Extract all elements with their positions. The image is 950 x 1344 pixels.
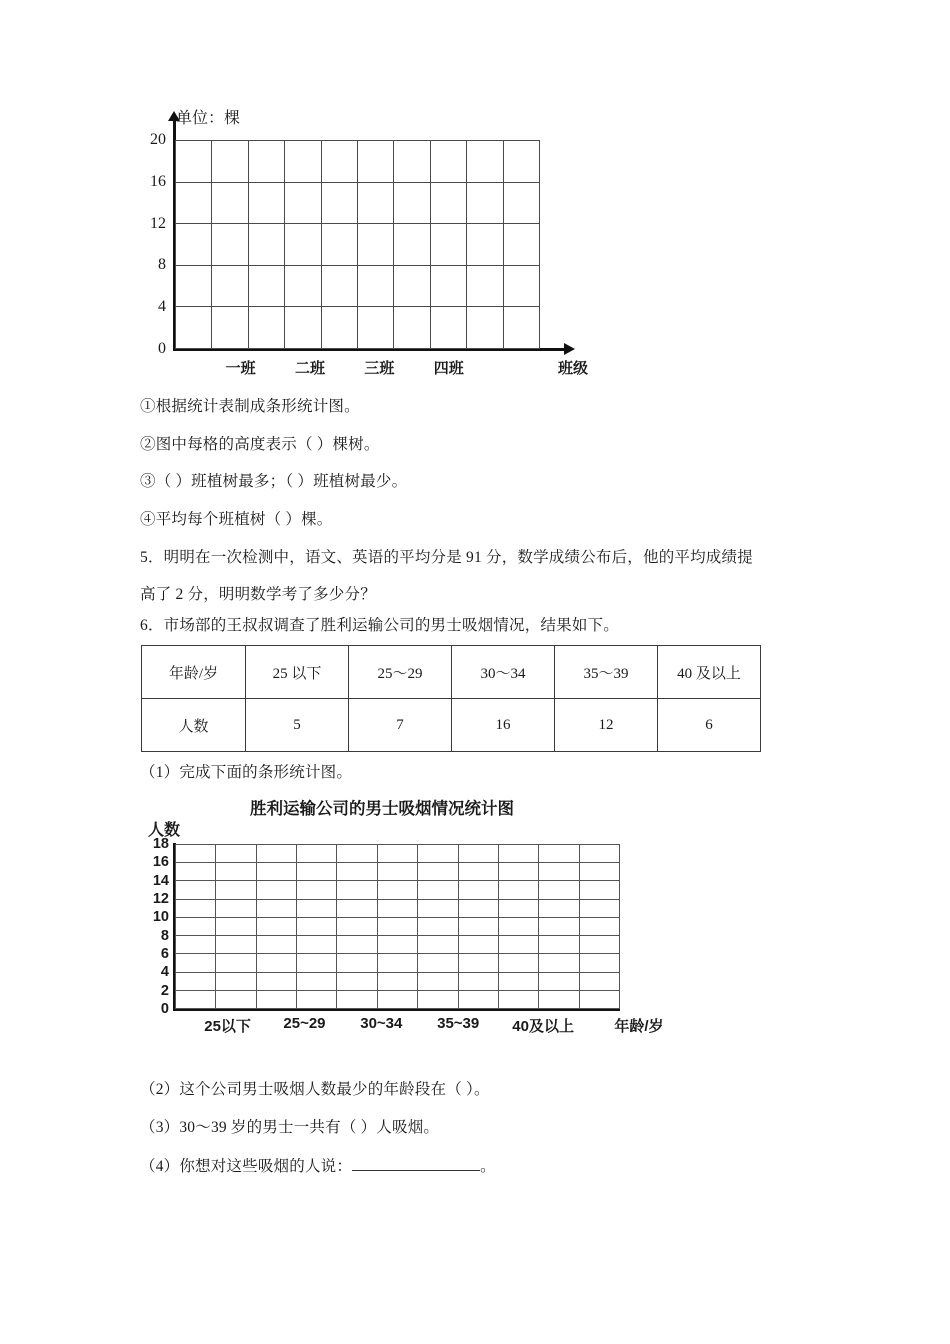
grid-cell[interactable]	[504, 307, 540, 349]
grid-cell[interactable]	[539, 900, 579, 918]
grid-cell[interactable]	[580, 973, 620, 991]
chart2-x-tick-0: 25以下	[204, 1018, 251, 1035]
table-cell-r1-c3: 12	[555, 699, 658, 752]
grid-cell[interactable]	[378, 863, 418, 881]
grid-cell[interactable]	[580, 991, 620, 1009]
chart1-y-tick-4: 4	[158, 298, 166, 316]
chart1-y-tick-16: 16	[150, 172, 166, 190]
table-cell-r1-c4: 6	[658, 699, 761, 752]
chart2-y-tick-4: 4	[160, 964, 169, 981]
grid-cell[interactable]	[216, 918, 256, 936]
q6-sub3-text: （3）30～39 岁的男士一共有（ ）人吸烟。	[140, 1119, 440, 1136]
grid-cell[interactable]	[176, 266, 212, 308]
grid-cell[interactable]	[249, 141, 285, 183]
grid-cell[interactable]	[322, 266, 358, 308]
grid-cell[interactable]	[176, 991, 216, 1009]
grid-cell[interactable]	[297, 918, 337, 936]
grid-cell[interactable]	[378, 973, 418, 991]
grid-cell[interactable]	[322, 307, 358, 349]
table-row	[142, 699, 761, 752]
chart2-y-tick-6: 6	[160, 946, 169, 962]
chart1-y-tick-12: 12	[150, 214, 166, 232]
grid-cell[interactable]	[257, 936, 297, 954]
grid-cell[interactable]	[418, 936, 458, 954]
grid-cell[interactable]	[539, 881, 579, 899]
grid-cell[interactable]	[176, 863, 216, 881]
grid-cell[interactable]	[216, 900, 256, 918]
q5-line2-text: 高了 2 分，明明数学考了多少分？	[140, 586, 376, 603]
grid-cell[interactable]	[504, 183, 540, 225]
grid-cell[interactable]	[580, 936, 620, 954]
bar-chart-smoking-survey	[140, 795, 664, 1065]
grid-cell[interactable]	[257, 863, 297, 881]
grid-cell[interactable]	[418, 845, 458, 863]
chart1-x-axis-title: 班级	[557, 361, 589, 377]
grid-cell[interactable]	[504, 141, 540, 183]
chart2-y-tick-14: 14	[152, 872, 169, 889]
grid-cell[interactable]	[378, 991, 418, 1009]
grid-cell[interactable]	[249, 307, 285, 349]
table-row	[142, 646, 761, 699]
grid-cell[interactable]	[499, 918, 539, 936]
chart1-x-tick-1: 二班	[295, 361, 326, 377]
grid-cell[interactable]	[337, 954, 377, 972]
q6-sub4-suffix: 。	[480, 1158, 496, 1175]
grid-cell[interactable]	[431, 307, 467, 349]
grid-cell[interactable]	[212, 266, 248, 308]
grid-cell[interactable]	[499, 845, 539, 863]
chart1-plot-grid[interactable]	[175, 140, 540, 349]
chart2-title: 胜利运输公司的男士吸烟情况统计图	[250, 800, 514, 818]
grid-cell[interactable]	[257, 973, 297, 991]
grid-cell[interactable]	[504, 266, 540, 308]
chart1-x-tick-3: 四班	[433, 361, 464, 377]
grid-cell[interactable]	[418, 954, 458, 972]
grid-cell[interactable]	[467, 183, 503, 225]
grid-cell[interactable]	[459, 936, 499, 954]
grid-cell[interactable]	[322, 224, 358, 266]
grid-cell[interactable]	[418, 918, 458, 936]
grid-cell[interactable]	[418, 973, 458, 991]
grid-cell[interactable]	[216, 881, 256, 899]
grid-cell[interactable]	[257, 881, 297, 899]
grid-cell[interactable]	[499, 881, 539, 899]
grid-cell[interactable]	[539, 954, 579, 972]
grid-cell[interactable]	[378, 881, 418, 899]
grid-cell[interactable]	[459, 881, 499, 899]
grid-cell[interactable]	[499, 973, 539, 991]
grid-cell[interactable]	[257, 991, 297, 1009]
grid-cell[interactable]	[297, 991, 337, 1009]
chart2-x-tick-3: 35~39	[437, 1015, 480, 1032]
grid-cell[interactable]	[216, 973, 256, 991]
grid-cell[interactable]	[297, 936, 337, 954]
chart1-y-tick-8: 8	[158, 256, 166, 274]
grid-cell[interactable]	[176, 936, 216, 954]
grid-cell[interactable]	[467, 141, 503, 183]
grid-cell[interactable]	[499, 936, 539, 954]
grid-cell[interactable]	[580, 954, 620, 972]
grid-cell[interactable]	[459, 863, 499, 881]
table-cell-r0-c0: 25 以下	[246, 646, 349, 699]
grid-cell[interactable]	[499, 991, 539, 1009]
table-cell-r0-c1: 25～29	[349, 646, 452, 699]
grid-cell[interactable]	[378, 900, 418, 918]
grid-cell[interactable]	[297, 973, 337, 991]
grid-cell[interactable]	[499, 954, 539, 972]
q4-sub2-text: ②图中每格的高度表示（ ）棵树。	[140, 436, 380, 453]
grid-cell[interactable]	[337, 991, 377, 1009]
grid-cell[interactable]	[285, 224, 321, 266]
grid-cell[interactable]	[358, 141, 394, 183]
q4-sub3-text: ③（ ）班植树最多；（ ）班植树最少。	[140, 473, 408, 490]
table-row-header: 年龄/岁	[142, 646, 246, 699]
grid-cell[interactable]	[212, 183, 248, 225]
grid-cell[interactable]	[504, 224, 540, 266]
grid-cell[interactable]	[176, 881, 216, 899]
grid-cell[interactable]	[176, 845, 216, 863]
grid-cell[interactable]	[378, 936, 418, 954]
chart2-y-tick-16: 16	[152, 854, 169, 871]
grid-cell[interactable]	[249, 266, 285, 308]
grid-cell[interactable]	[358, 224, 394, 266]
grid-cell[interactable]	[322, 141, 358, 183]
grid-cell[interactable]	[467, 224, 503, 266]
grid-cell[interactable]	[257, 845, 297, 863]
grid-cell[interactable]	[285, 307, 321, 349]
grid-cell[interactable]	[580, 900, 620, 918]
grid-cell[interactable]	[337, 973, 377, 991]
grid-cell[interactable]	[539, 845, 579, 863]
chart2-y-tick-12: 12	[152, 891, 169, 907]
grid-cell[interactable]	[431, 141, 467, 183]
q6-sub2-text: （2）这个公司男士吸烟人数最少的年龄段在（ ）。	[140, 1081, 490, 1098]
grid-cell[interactable]	[358, 307, 394, 349]
chart2-x-tick-1: 25~29	[283, 1015, 326, 1032]
grid-cell[interactable]	[297, 900, 337, 918]
grid-cell[interactable]	[176, 307, 212, 349]
grid-cell[interactable]	[216, 954, 256, 972]
chart2-y-tick-8: 8	[160, 927, 169, 944]
grid-cell[interactable]	[297, 954, 337, 972]
grid-cell[interactable]	[418, 991, 458, 1009]
grid-cell[interactable]	[580, 845, 620, 863]
grid-cell[interactable]	[176, 141, 212, 183]
grid-cell[interactable]	[358, 266, 394, 308]
grid-cell[interactable]	[176, 918, 216, 936]
grid-cell[interactable]	[539, 991, 579, 1009]
grid-cell[interactable]	[285, 266, 321, 308]
grid-cell[interactable]	[337, 881, 377, 899]
grid-cell[interactable]	[337, 863, 377, 881]
grid-cell[interactable]	[418, 881, 458, 899]
grid-cell[interactable]	[257, 900, 297, 918]
q5-line1-text: 5．明明在一次检测中，语文、英语的平均分是 91 分，数学成绩公布后，他的平均成绩提	[140, 549, 753, 566]
q4-sub4-text: ④平均每个班植树（ ）棵。	[140, 511, 333, 528]
q4-sub1-text: ①根据统计表制成条形统计图。	[140, 398, 360, 415]
grid-cell[interactable]	[418, 900, 458, 918]
grid-cell[interactable]	[394, 307, 430, 349]
grid-cell[interactable]	[459, 973, 499, 991]
q6-sub4-answer-blank[interactable]	[352, 1157, 480, 1171]
grid-cell[interactable]	[394, 141, 430, 183]
grid-cell[interactable]	[297, 863, 337, 881]
grid-cell[interactable]	[431, 224, 467, 266]
chart1-x-tick-labels	[173, 357, 589, 381]
grid-cell[interactable]	[216, 936, 256, 954]
chart1-x-tick-0: 一班	[225, 361, 256, 377]
chart2-y-tick-0: 0	[160, 1001, 169, 1017]
grid-cell[interactable]	[337, 900, 377, 918]
smoking-survey-table	[141, 645, 761, 752]
grid-cell[interactable]	[418, 863, 458, 881]
grid-cell[interactable]	[216, 863, 256, 881]
grid-cell[interactable]	[176, 224, 212, 266]
grid-cell[interactable]	[431, 183, 467, 225]
grid-cell[interactable]	[216, 991, 256, 1009]
table-cell-r1-c2: 16	[452, 699, 555, 752]
grid-cell[interactable]	[467, 266, 503, 308]
table-cell-r1-c0: 5	[246, 699, 349, 752]
grid-cell[interactable]	[539, 918, 579, 936]
grid-cell[interactable]	[431, 266, 467, 308]
grid-cell[interactable]	[297, 881, 337, 899]
grid-cell[interactable]	[378, 845, 418, 863]
grid-cell[interactable]	[580, 918, 620, 936]
chart2-x-tick-2: 30~34	[360, 1015, 403, 1032]
grid-cell[interactable]	[378, 918, 418, 936]
grid-cell[interactable]	[459, 900, 499, 918]
grid-cell[interactable]	[499, 900, 539, 918]
grid-cell[interactable]	[285, 183, 321, 225]
chart2-plot-grid[interactable]	[175, 844, 620, 1009]
grid-cell[interactable]	[176, 973, 216, 991]
grid-cell[interactable]	[459, 991, 499, 1009]
chart1-unit-label: 单位：棵	[176, 110, 241, 127]
table-cell-r1-c1: 7	[349, 699, 452, 752]
grid-cell[interactable]	[212, 141, 248, 183]
grid-cell[interactable]	[337, 936, 377, 954]
grid-cell[interactable]	[257, 918, 297, 936]
chart1-x-axis-arrow-icon	[564, 343, 575, 355]
grid-cell[interactable]	[580, 881, 620, 899]
table-cell-r0-c2: 30～34	[452, 646, 555, 699]
q6-stem-text: 6．市场部的王叔叔调查了胜利运输公司的男士吸烟情况，结果如下。	[140, 617, 619, 634]
grid-cell[interactable]	[249, 224, 285, 266]
chart2-x-tick-4: 40及以上	[512, 1018, 574, 1035]
grid-cell[interactable]	[459, 918, 499, 936]
grid-cell[interactable]	[467, 307, 503, 349]
grid-cell[interactable]	[394, 183, 430, 225]
grid-cell[interactable]	[322, 183, 358, 225]
grid-cell[interactable]	[499, 863, 539, 881]
chart2-y-tick-2: 2	[160, 982, 169, 999]
grid-cell[interactable]	[394, 224, 430, 266]
bar-chart-tree-planting	[140, 105, 610, 380]
grid-cell[interactable]	[337, 845, 377, 863]
grid-cell[interactable]	[539, 936, 579, 954]
grid-cell[interactable]	[580, 863, 620, 881]
table-row-header: 人数	[142, 699, 246, 752]
grid-cell[interactable]	[176, 183, 212, 225]
q6-sub4-prefix: （4）你想对这些吸烟的人说：	[140, 1158, 353, 1175]
grid-cell[interactable]	[285, 141, 321, 183]
grid-cell[interactable]	[212, 224, 248, 266]
grid-cell[interactable]	[459, 954, 499, 972]
grid-cell[interactable]	[212, 307, 248, 349]
grid-cell[interactable]	[337, 918, 377, 936]
grid-cell[interactable]	[539, 973, 579, 991]
grid-cell[interactable]	[176, 900, 216, 918]
chart1-x-tick-2: 三班	[364, 361, 395, 377]
chart2-x-tick-labels	[173, 1015, 664, 1037]
grid-cell[interactable]	[176, 954, 216, 972]
q6-sub1-text: （1）完成下面的条形统计图。	[140, 764, 353, 781]
grid-cell[interactable]	[358, 183, 394, 225]
grid-cell[interactable]	[257, 954, 297, 972]
table-cell-r0-c3: 35～39	[555, 646, 658, 699]
grid-cell[interactable]	[297, 845, 337, 863]
q6-sub4-line	[140, 1157, 496, 1177]
table-cell-r0-c4: 40 及以上	[658, 646, 761, 699]
grid-cell[interactable]	[459, 845, 499, 863]
chart2-y-tick-10: 10	[152, 909, 169, 926]
grid-cell[interactable]	[394, 266, 430, 308]
chart1-y-tick-20: 20	[150, 131, 166, 148]
grid-cell[interactable]	[378, 954, 418, 972]
chart1-y-tick-0: 0	[158, 340, 166, 357]
grid-cell[interactable]	[216, 845, 256, 863]
chart2-y-tick-18: 18	[152, 836, 169, 852]
chart2-x-axis-title: 年龄/岁	[614, 1018, 664, 1035]
chart2-y-axis-title: 人数	[148, 822, 181, 839]
grid-cell[interactable]	[539, 863, 579, 881]
grid-cell[interactable]	[249, 183, 285, 225]
